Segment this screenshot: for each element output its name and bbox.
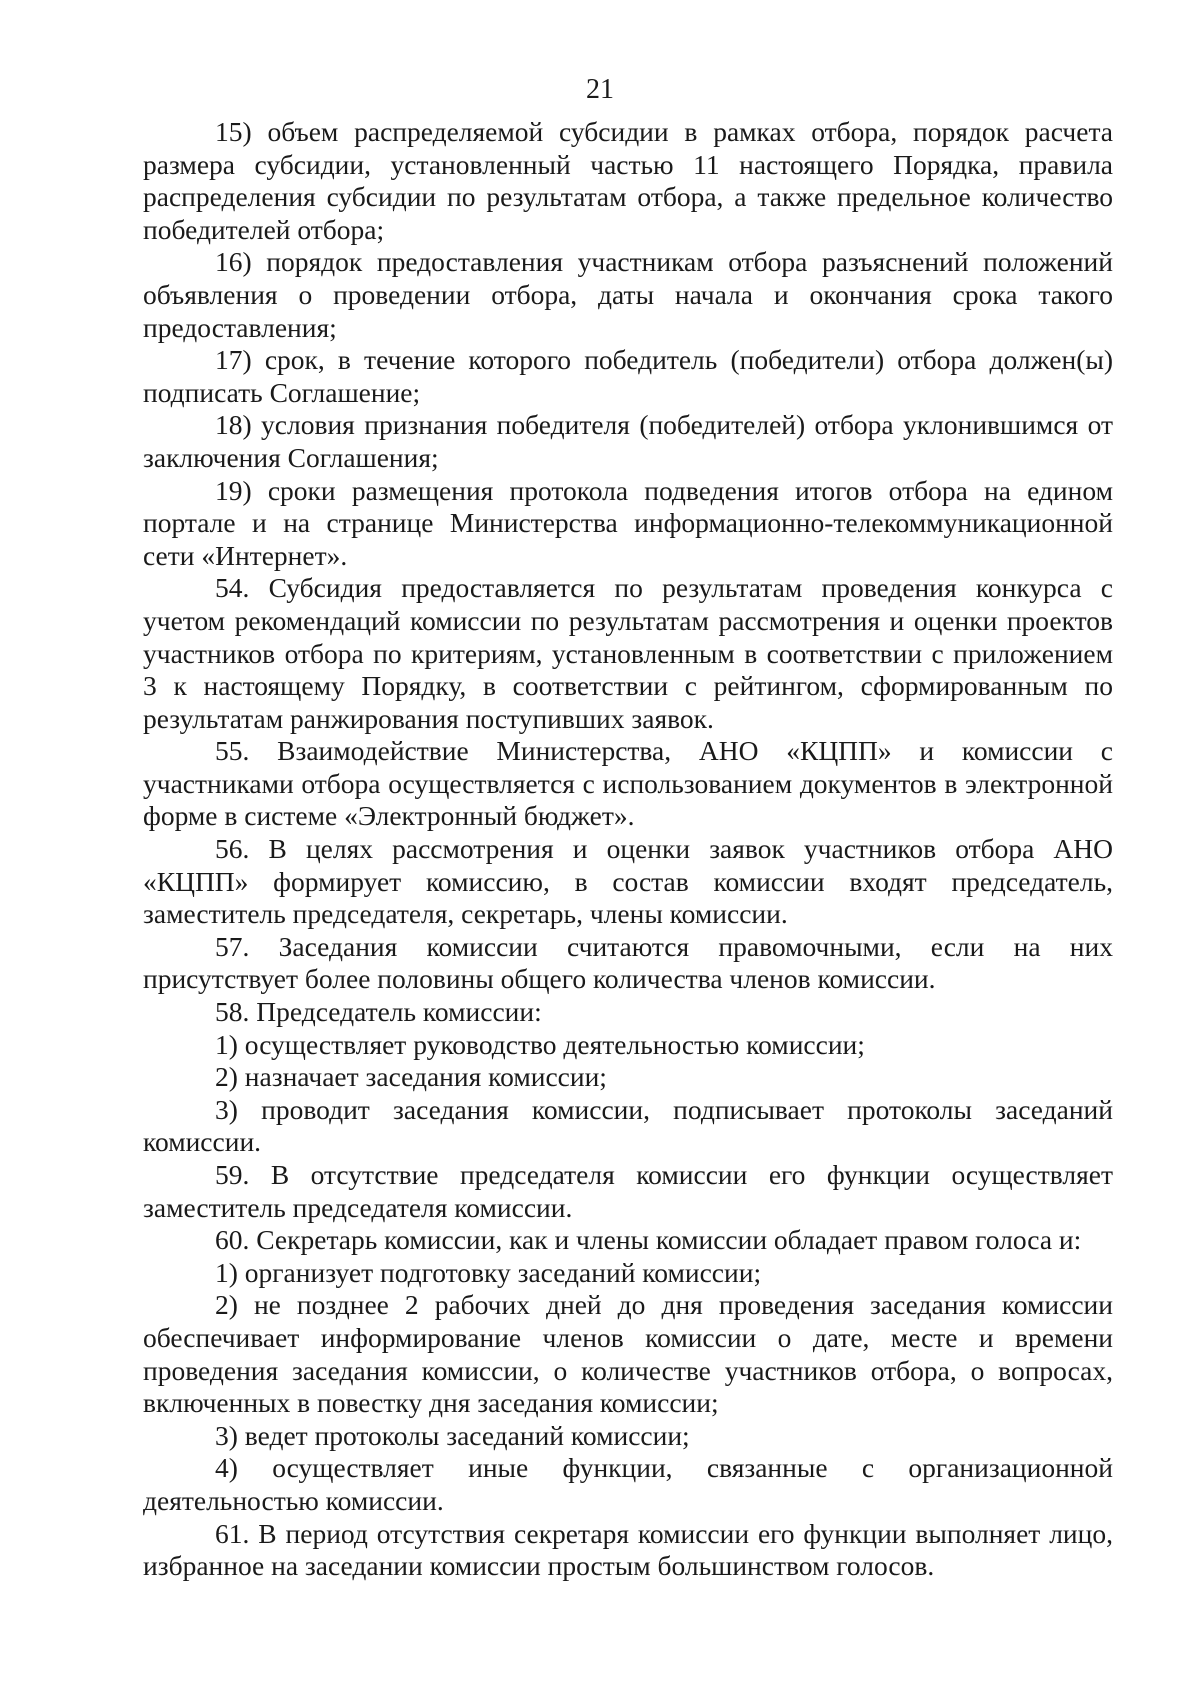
paragraph-clause-57: 57. Заседания комиссии считаются правомочными, если на них присутствует более половины общего количества членов комиссии. [143,930,1113,995]
paragraph-clause-58-item-3: 3) проводит заседания комиссии, подписывает протоколы заседаний комиссии. [143,1093,1113,1158]
paragraph-item-17: 17) срок, в течение которого победитель (победители) отбора должен(ы) подписать Соглашение; [143,344,1113,408]
paragraph-clause-56: 56. В целях рассмотрения и оценки заявок участников отбора АНО «КЦПП» формирует комиссию, в состав комиссии входят председатель, заместитель председателя, секретарь, члены комиссии. [143,833,1113,930]
paragraph-clause-59: 59. В отсутствие председателя комиссии его функции осуществляет заместитель председателя комиссии. [143,1159,1113,1223]
paragraph-clause-60-item-2: 2) не позднее 2 рабочих дней до дня проведения заседания комиссии обеспечивает информирование членов комиссии о дате, месте и времени проведения заседания комиссии, о количестве участников отбора, о вопросах, включенных в повестку дня заседания комиссии; [143,1289,1113,1419]
paragraph-clause-60-item-4: 4) осуществляет иные функции, связанные с организационной деятельностью комиссии. [143,1452,1113,1516]
paragraph-item-18: 18) условия признания победителя (победителей) отбора уклонившимся от заключения Соглашения; [143,409,1113,473]
paragraph-clause-54: 54. Субсидия предоставляется по результатам проведения конкурса с учетом рекомендаций комиссии по результатам рассмотрения и оценки проектов участников отбора по критериям, установленным в соответствии с приложением 3 к настоящему Порядку, в соответствии с рейтингом, сформированным по результатам ранжирования поступивших заявок. [143,572,1113,734]
paragraph-clause-60: 60. Секретарь комиссии, как и члены комиссии обладает правом голоса и: [215,1224,1082,1256]
paragraph-clause-60-item-1: 1) организует подготовку заседаний комиссии; [215,1256,762,1288]
paragraph-item-16: 16) порядок предоставления участникам отбора разъяснений положений объявления о проведении отбора, даты начала и окончания срока такого предоставления; [143,246,1113,343]
paragraph-item-19: 19) сроки размещения протокола подведения итогов отбора на едином портале и на странице Министерства информационно-телекоммуникационной сети «Интернет». [143,474,1113,571]
paragraph-clause-55: 55. Взаимодействие Министерства, АНО «КЦПП» и комиссии с участниками отбора осуществляется с использованием документов в электронной форме в системе «Электронный бюджет». [143,735,1113,832]
paragraph-clause-58-item-2: 2) назначает заседания комиссии; [215,1061,607,1093]
document-body [143,116,1113,1583]
paragraph-clause-58: 58. Председатель комиссии: [215,996,542,1028]
paragraph-clause-61: 61. В период отсутствия секретаря комиссии его функции выполняет лицо, избранное на заседании комиссии простым большинством голосов. [143,1517,1113,1582]
page-number: 21 [586,74,614,105]
paragraph-clause-60-item-3: 3) ведет протоколы заседаний комиссии; [215,1419,690,1451]
paragraph-item-15: 15) объем распределяемой субсидии в рамках отбора, порядок расчета размера субсидии, установленный частью 11 настоящего Порядка, правила распределения субсидии по результатам отбора, а также предельное количество победителей отбора; [143,116,1113,245]
paragraph-clause-58-item-1: 1) осуществляет руководство деятельностью комиссии; [215,1028,865,1060]
